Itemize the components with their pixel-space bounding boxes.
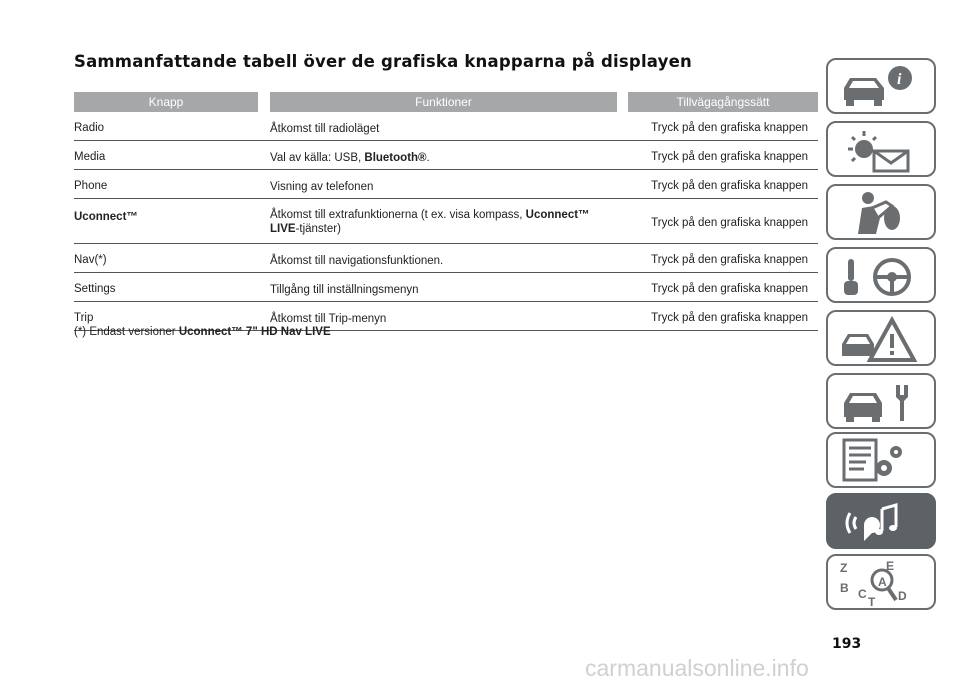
- svg-text:i: i: [897, 71, 902, 88]
- chapter-tab-maintenance[interactable]: [826, 373, 936, 429]
- chapter-tab-index[interactable]: [826, 554, 936, 610]
- car-info-icon: [836, 62, 928, 112]
- chapter-tab-car-info[interactable]: [826, 58, 936, 114]
- chapter-tab-technical-data[interactable]: [826, 432, 936, 488]
- row-knapp: Settings: [74, 283, 116, 295]
- row-funktion: Åtkomst till Trip-menyn: [270, 313, 387, 325]
- header-funktioner: Funktioner: [270, 92, 617, 112]
- header-tillvagagangssatt: Tillvägagångssätt: [628, 92, 818, 112]
- summary-table: [74, 92, 818, 331]
- page-number: 193: [832, 636, 862, 652]
- row-action: Tryck på den grafiska knappen: [651, 151, 808, 163]
- row-action: Tryck på den grafiska knappen: [651, 312, 808, 324]
- svg-text:D: D: [898, 589, 907, 603]
- row-funktion: Visning av telefonen: [270, 181, 374, 193]
- row-knapp: Trip: [74, 312, 94, 324]
- row-action: Tryck på den grafiska knappen: [651, 217, 808, 229]
- row-action: Tryck på den grafiska knappen: [651, 180, 808, 192]
- row-action: Tryck på den grafiska knappen: [651, 283, 808, 295]
- row-knapp: Phone: [74, 180, 108, 192]
- emergency-triangle-icon: [836, 314, 928, 364]
- svg-text:Z: Z: [840, 561, 848, 575]
- table-row: [74, 244, 818, 273]
- warning-lights-icon: [836, 125, 928, 175]
- footnote: (*) Endast versioner Uconnect™ 7" HD Nav LIVE: [74, 326, 331, 338]
- row-knapp: Radio: [74, 122, 105, 134]
- car-maintenance-icon: [836, 377, 928, 427]
- technical-data-icon: [836, 436, 928, 486]
- table-row: [74, 170, 818, 199]
- header-knapp: Knapp: [74, 92, 258, 112]
- index-abc-icon: [836, 558, 928, 608]
- row-funktion: Åtkomst till extrafunktionerna (t ex. visa kompass, Uconnect™ LIVE-tjänster): [270, 209, 590, 235]
- chapter-tab-warning-lights[interactable]: [826, 121, 936, 177]
- row-action: Tryck på den grafiska knappen: [651, 254, 808, 266]
- row-funktion: Åtkomst till radioläget: [270, 123, 380, 135]
- table-row: [74, 141, 818, 170]
- chapter-tab-multimedia[interactable]: [826, 493, 936, 549]
- svg-text:A: A: [878, 575, 887, 589]
- svg-text:B: B: [840, 581, 849, 595]
- row-knapp: Media: [74, 151, 106, 163]
- chapter-tab-starting-driving[interactable]: [826, 247, 936, 303]
- row-funktion: Åtkomst till navigationsfunktionen.: [270, 255, 444, 267]
- multimedia-icon: [836, 497, 928, 547]
- chapter-tab-safety[interactable]: [826, 184, 936, 240]
- table-row: [74, 273, 818, 302]
- row-action: Tryck på den grafiska knappen: [651, 122, 808, 134]
- page-title: Sammanfattande tabell över de grafiska knapparna på displayen: [74, 52, 692, 71]
- row-funktion: Val av källa: USB, Bluetooth®.: [270, 152, 430, 164]
- table-header: [74, 92, 818, 112]
- steering-wheel-key-icon: [836, 251, 928, 301]
- safety-airbag-icon: [836, 188, 928, 238]
- row-knapp: Nav(*): [74, 254, 107, 266]
- chapter-tab-emergency[interactable]: [826, 310, 936, 366]
- watermark: carmanualsonline.info: [585, 655, 809, 681]
- table-row: [74, 112, 818, 141]
- row-knapp: Uconnect™: [74, 211, 138, 223]
- svg-text:E: E: [886, 559, 895, 573]
- svg-text:C: C: [858, 587, 867, 601]
- row-funktion: Tillgång till inställningsmenyn: [270, 284, 419, 296]
- table-row: [74, 199, 818, 244]
- svg-text:T: T: [868, 595, 876, 608]
